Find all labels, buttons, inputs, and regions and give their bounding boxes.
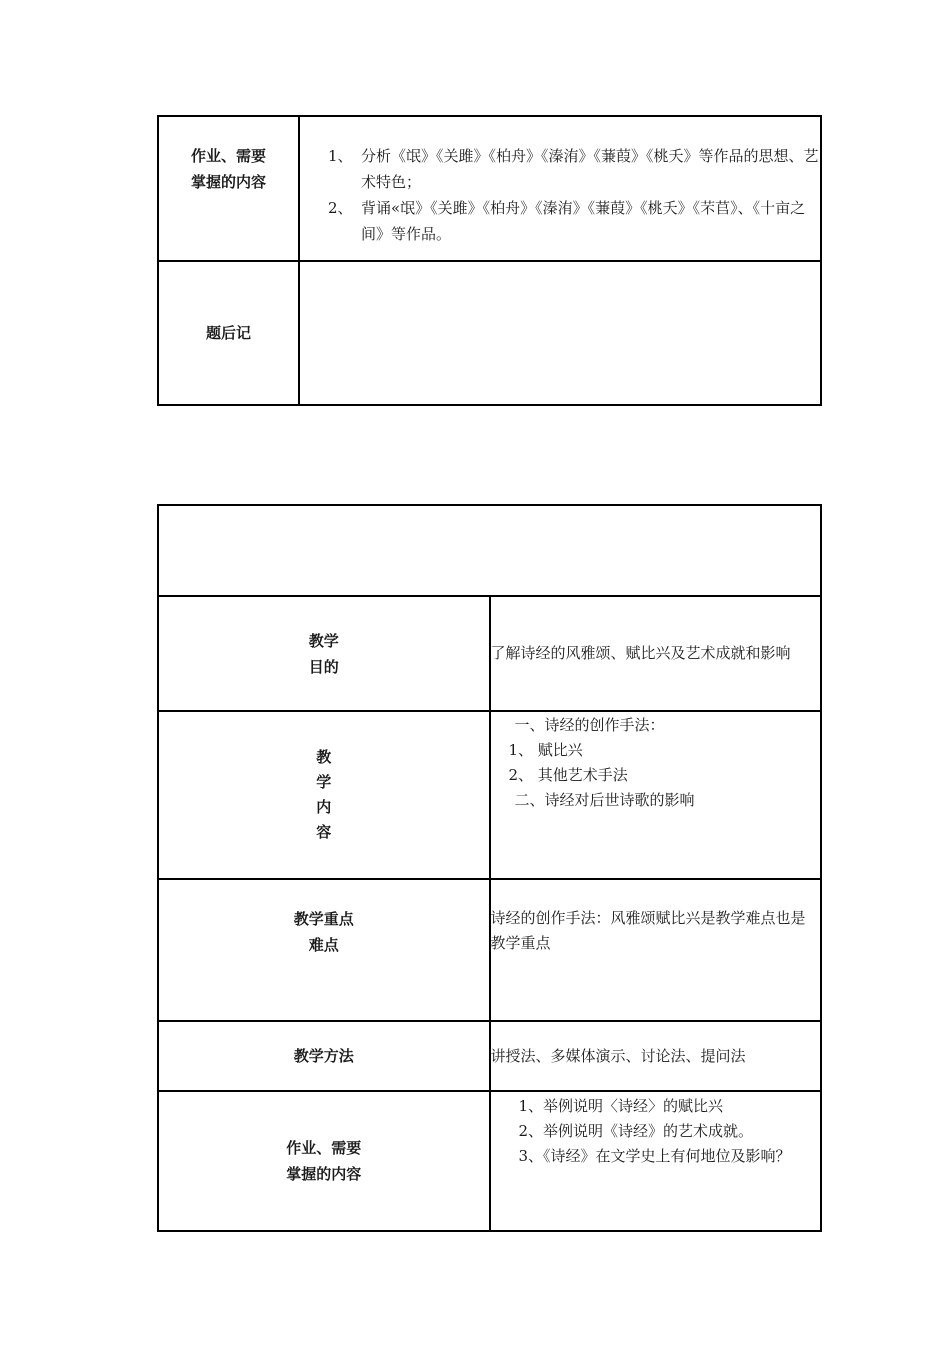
homework-line: 1、举例说明〈诗经〉的赋比兴 [518,1097,724,1115]
homework-item-text: 背诵«氓》《关雎》《柏舟》《溱洧》《蒹葭》《桃夭》《芣苢》、《十亩之间》等作品。 [361,199,806,243]
method-content: 讲授法、多媒体演示、讨论法、提问法 [490,1021,822,1091]
goal-label [158,596,490,711]
homework-item [328,195,820,247]
homework-item [328,143,820,195]
teaching-content-line: 二、诗经对后世诗歌的影响 [514,791,695,809]
label-char: 容 [316,823,332,841]
label-char: 教 [316,748,332,766]
focus-label-line1: 教学重点 [293,910,354,928]
homework-label-line1: 作业、需要 [190,147,266,165]
method-label: 教学方法 [158,1021,490,1091]
homework-label-line1: 作业、需要 [286,1139,362,1157]
goal-label-line2: 目的 [308,657,339,676]
homework-content [490,1091,822,1231]
homework-row [158,116,821,261]
header-content [158,505,821,596]
homework-line: 2、举例说明《诗经》的艺术成就。 [518,1122,754,1140]
teaching-content-line: 一、诗经的创作手法： [514,716,665,734]
teaching-content-row [158,711,821,879]
focus-label [158,879,490,1021]
label-char: 学 [316,773,332,791]
focus-content: 诗经的创作手法：风雅颂赋比兴是教学难点也是教学重点 [490,879,822,1021]
teaching-content-label [158,711,490,879]
goal-label-line1: 教学 [308,631,339,650]
focus-row [158,879,821,1021]
header-row [158,505,821,596]
postscript-label: 题后记 [158,261,299,405]
homework-label-line2: 掌握的内容 [190,173,266,191]
teaching-content-line: 2、 其他艺术手法 [508,766,628,784]
homework-item-number: 2、 [328,199,353,217]
homework-label [158,1091,490,1231]
homework-line: 3、《诗经》在文学史上有何地位及影响？ [518,1147,791,1165]
goal-content: 了解诗经的风雅颂、赋比兴及艺术成就和影响 [490,596,822,711]
teaching-content [490,711,822,879]
label-char: 内 [316,798,332,816]
homework-row [158,1091,821,1231]
goal-row [158,596,821,711]
lesson-plan-table [157,504,822,1232]
homework-table-top [157,115,822,406]
homework-item-text: 分析《氓》《关雎》《柏舟》《溱洧》《蒹葭》《桃夭》等作品的思想、艺术特色； [361,147,819,191]
postscript-row [158,261,821,405]
homework-item-number: 1、 [328,147,353,165]
focus-label-line2: 难点 [308,936,339,954]
homework-label [158,116,299,261]
homework-content [299,116,821,261]
postscript-content [299,261,821,405]
teaching-content-line: 1、 赋比兴 [508,741,583,759]
homework-label-line2: 掌握的内容 [286,1165,362,1183]
method-row [158,1021,821,1091]
